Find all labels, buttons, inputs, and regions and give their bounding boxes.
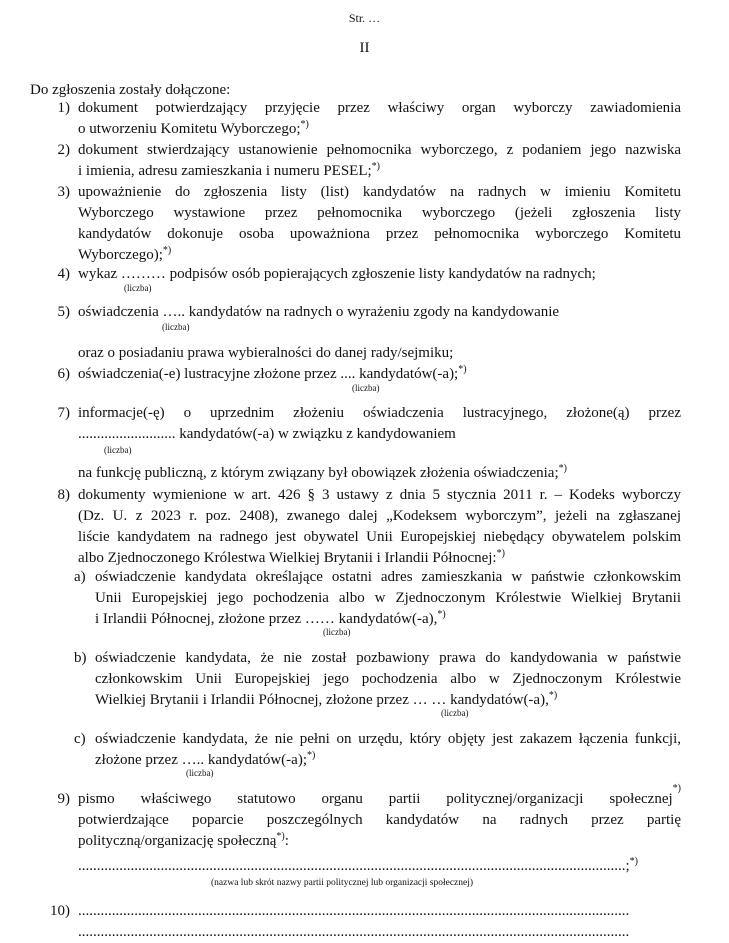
- footnote-mark: *): [437, 609, 446, 620]
- liczba-caption: (liczba): [441, 708, 469, 718]
- text-line: oświadczenie kandydata, że nie pełni on urzędu, który objęty jest zakazem łączenia funkcji,: [95, 731, 681, 747]
- text-line: oświadczenie kandydata określające ostatni adres zamieszkania w państwie członkowskim: [95, 569, 681, 585]
- footnote-mark: *): [672, 783, 681, 794]
- section-heading: II: [359, 40, 370, 56]
- item-9-text: [78, 783, 681, 852]
- text-line: dokument potwierdzający przyjęcie przez właściwy organ wyborczy zawiadomienia: [78, 100, 681, 116]
- liczba-caption: (liczba): [186, 768, 214, 778]
- item-2-text: [78, 140, 681, 182]
- fill-dots: ...................................................................................................................................................: [78, 903, 630, 919]
- text-line: kandydatów dokonuje osoba upoważniona przez pełnomocnika wyborczego Komitetu: [78, 226, 681, 242]
- footnote-mark: *): [162, 245, 172, 256]
- text-line: członkowskim Unii Europejskiej jego pochodzenia albo w Zjednoczonym Królestwie: [95, 671, 681, 687]
- footnote-mark: *): [276, 831, 285, 842]
- liczba-caption: (liczba): [352, 383, 380, 393]
- item-number: 4): [57, 266, 70, 282]
- footnote-mark: *): [629, 856, 639, 867]
- text-line: liście kandydatem na radnego jest obywatel Unii Europejskiej niebędący obywatelem polskim: [78, 529, 681, 545]
- subitem-c-text: [95, 729, 681, 771]
- text-line: Wyborczego);: [78, 247, 163, 263]
- item-6-text: [78, 364, 681, 385]
- item-5-text: [78, 302, 681, 323]
- footnote-mark: *): [458, 364, 467, 375]
- text-line: wykaz ……… podpisów osób popierających zgłoszenie listy kandydatów na radnych;: [78, 266, 596, 282]
- item-3-text: [78, 182, 681, 266]
- text-line: na funkcję publiczną, z którym związany był obowiązek złożenia oświadczenia;: [78, 465, 559, 481]
- text-line: i imienia, adresu zamieszkania i numeru PESEL;: [78, 163, 372, 179]
- footnote-mark: *): [307, 750, 316, 761]
- page-number-label: Str. …: [348, 11, 381, 25]
- text-line: potwierdzające poparcie poszczególnych kandydatów na radnych przez partię: [78, 812, 681, 828]
- text-line: oświadczenia ….. kandydatów na radnych o wyrażeniu zgody na kandydowanie: [78, 304, 560, 320]
- liczba-caption: (liczba): [104, 445, 132, 455]
- party-name-caption: (nazwa lub skrót nazwy partii politycznej lub organizacji społecznej): [211, 878, 474, 888]
- fill-dots: ..................................................................................................................................................;: [78, 858, 630, 874]
- item-number: 8): [57, 487, 70, 503]
- item-number: 2): [57, 142, 70, 158]
- subitem-letter: b): [74, 650, 87, 666]
- text-line: dokument stwierdzający ustanowienie pełnomocnika wyborczego, z podaniem jego nazwiska: [78, 142, 681, 158]
- party-name-fill-line: [78, 856, 681, 877]
- text-line: polityczną/organizację społeczną: [78, 833, 277, 849]
- liczba-caption: (liczba): [124, 283, 152, 293]
- text-line: upoważnienie do zgłoszenia listy (list) kandydatów na radnych w imieniu Komitetu: [78, 184, 681, 200]
- item-8-text: [78, 485, 681, 569]
- text-line: Wyborczego wystawione przez pełnomocnika wyborczego (jeżeli zgłoszenia listy: [78, 205, 681, 221]
- text-line: albo Zjednoczonego Królestwa Wielkiej Brytanii i Irlandii Północnej:: [78, 550, 497, 566]
- text-line: .......................... kandydatów(-a) w związku z kandydowaniem: [78, 426, 456, 442]
- subitem-a-text: [95, 567, 681, 630]
- liczba-caption: (liczba): [323, 627, 351, 637]
- item-number: 10): [50, 903, 70, 919]
- footnote-mark: *): [548, 690, 558, 701]
- item-number: 3): [57, 184, 70, 200]
- subitem-letter: a): [74, 569, 86, 585]
- text-line: złożone przez ….. kandydatów(-a);: [95, 752, 307, 768]
- liczba-caption: (liczba): [162, 322, 190, 332]
- colon: :: [284, 833, 289, 849]
- text-line: (Dz. U. z 2023 r. poz. 2408), zwanego dalej „Kodeksem wyborczym”, jeżeli na zgłaszanej: [78, 508, 681, 524]
- item-7-text: [78, 403, 681, 445]
- item-number: 7): [57, 405, 70, 421]
- text-line: oświadczenie kandydata, że nie został pozbawiony prawa do kandydowania w państwie: [95, 650, 681, 666]
- subitem-b-text: [95, 648, 681, 711]
- text-line: o utworzeniu Komitetu Wyborczego;: [78, 121, 301, 137]
- footnote-mark: *): [558, 463, 567, 474]
- attachments-intro: Do zgłoszenia zostały dołączone:: [30, 82, 231, 98]
- item-5-continuation: oraz o posiadaniu prawa wybieralności do danej rady/sejmiku;: [78, 345, 454, 361]
- item-number: 1): [57, 100, 70, 116]
- text-line: oświadczenia(-e) lustracyjne złożone przez .... kandydatów(-a);: [78, 366, 459, 382]
- subitem-letter: c): [74, 731, 86, 747]
- text-line: dokumenty wymienione w art. 426 § 3 ustawy z dnia 5 stycznia 2011 r. – Kodeks wyborczy: [78, 487, 681, 503]
- item-number: 9): [57, 791, 70, 807]
- item-1-text: [78, 98, 681, 140]
- text-line: Wielkiej Brytanii i Irlandii Północnej, złożone przez … … kandydatów(-a),: [95, 692, 549, 708]
- item-number: 6): [57, 366, 70, 382]
- text-line: i Irlandii Północnej, złożone przez …… kandydatów(-a),: [95, 611, 438, 627]
- text-line: pismo właściwego statutowo organu partii politycznej/organizacji społecznej: [78, 791, 673, 807]
- item-7-continuation: [78, 463, 681, 484]
- item-number: 5): [57, 304, 70, 320]
- footnote-mark: *): [496, 548, 505, 559]
- fill-dots: ...................................................................................................................................................: [78, 924, 630, 940]
- footnote-mark: *): [300, 119, 309, 130]
- text-line: informacje(-ę) o uprzednim złożeniu oświadczenia lustracyjnego, złożone(ą) przez: [78, 405, 681, 421]
- item-4-text: [78, 264, 681, 285]
- footnote-mark: *): [371, 161, 381, 172]
- text-line: Unii Europejskiej jego pochodzenia albo w Zjednoczonym Królestwie Wielkiej Brytanii: [95, 590, 681, 606]
- item-10-fill-lines: [78, 901, 678, 943]
